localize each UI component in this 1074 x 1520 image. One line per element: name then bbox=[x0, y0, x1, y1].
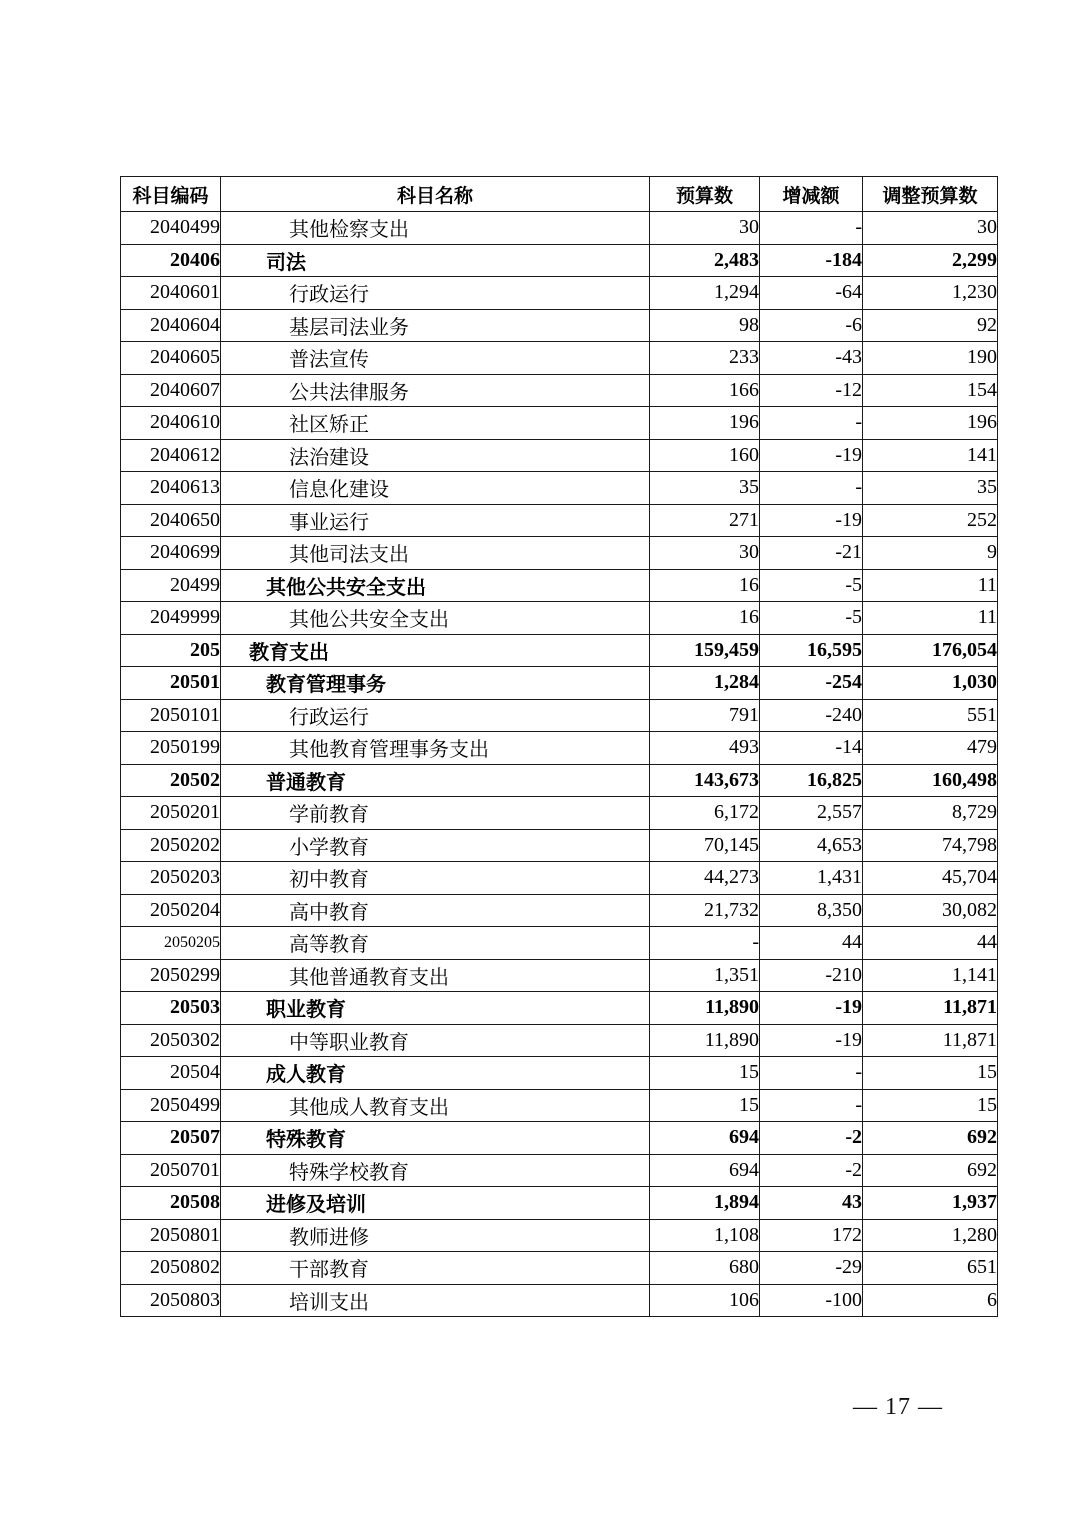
cell-change: -2 bbox=[760, 1122, 863, 1155]
cell-name: 教师进修 bbox=[221, 1219, 650, 1252]
cell-budget: 166 bbox=[650, 374, 760, 407]
cell-code: 2040650 bbox=[121, 504, 221, 537]
cell-adjusted: 196 bbox=[863, 407, 998, 440]
table-row bbox=[121, 927, 998, 960]
cell-name: 中等职业教育 bbox=[221, 1024, 650, 1057]
cell-budget: 271 bbox=[650, 504, 760, 537]
table-row bbox=[121, 439, 998, 472]
cell-name: 特殊学校教育 bbox=[221, 1154, 650, 1187]
cell-budget: 44,273 bbox=[650, 862, 760, 895]
cell-name: 学前教育 bbox=[221, 797, 650, 830]
cell-budget: 1,284 bbox=[650, 667, 760, 700]
cell-budget: 694 bbox=[650, 1154, 760, 1187]
cell-code: 20501 bbox=[121, 667, 221, 700]
column-header-adjusted: 调整预算数 bbox=[863, 177, 998, 212]
cell-name: 社区矫正 bbox=[221, 407, 650, 440]
cell-name: 特殊教育 bbox=[221, 1122, 650, 1155]
cell-code: 2050302 bbox=[121, 1024, 221, 1057]
cell-name: 普法宣传 bbox=[221, 342, 650, 375]
cell-change: 16,595 bbox=[760, 634, 863, 667]
cell-budget: 106 bbox=[650, 1284, 760, 1317]
cell-code: 2050802 bbox=[121, 1252, 221, 1285]
cell-change: -21 bbox=[760, 537, 863, 570]
cell-name: 行政运行 bbox=[221, 699, 650, 732]
cell-code: 2050199 bbox=[121, 732, 221, 765]
table-row bbox=[121, 212, 998, 245]
cell-budget: 11,890 bbox=[650, 1024, 760, 1057]
cell-change: -5 bbox=[760, 602, 863, 635]
cell-adjusted: 252 bbox=[863, 504, 998, 537]
table-row bbox=[121, 1057, 998, 1090]
cell-budget: 196 bbox=[650, 407, 760, 440]
table-row bbox=[121, 407, 998, 440]
cell-code: 20499 bbox=[121, 569, 221, 602]
cell-change: -6 bbox=[760, 309, 863, 342]
cell-change: -29 bbox=[760, 1252, 863, 1285]
cell-code: 2040699 bbox=[121, 537, 221, 570]
table-row bbox=[121, 732, 998, 765]
cell-adjusted: 11,871 bbox=[863, 1024, 998, 1057]
column-header-change: 增减额 bbox=[760, 177, 863, 212]
cell-change: -210 bbox=[760, 959, 863, 992]
cell-code: 2040605 bbox=[121, 342, 221, 375]
cell-code: 2050205 bbox=[121, 927, 221, 960]
cell-change: 4,653 bbox=[760, 829, 863, 862]
cell-change: -5 bbox=[760, 569, 863, 602]
cell-change: -19 bbox=[760, 992, 863, 1025]
table-row bbox=[121, 602, 998, 635]
cell-budget: 98 bbox=[650, 309, 760, 342]
cell-name: 职业教育 bbox=[221, 992, 650, 1025]
cell-adjusted: 651 bbox=[863, 1252, 998, 1285]
table-row bbox=[121, 537, 998, 570]
cell-change: -254 bbox=[760, 667, 863, 700]
cell-change: -12 bbox=[760, 374, 863, 407]
cell-code: 20508 bbox=[121, 1187, 221, 1220]
cell-name: 司法 bbox=[221, 244, 650, 277]
cell-code: 2040604 bbox=[121, 309, 221, 342]
cell-change: -184 bbox=[760, 244, 863, 277]
cell-change: 8,350 bbox=[760, 894, 863, 927]
cell-adjusted: 30,082 bbox=[863, 894, 998, 927]
cell-name: 干部教育 bbox=[221, 1252, 650, 1285]
cell-budget: 143,673 bbox=[650, 764, 760, 797]
cell-code: 2040607 bbox=[121, 374, 221, 407]
cell-name: 培训支出 bbox=[221, 1284, 650, 1317]
cell-code: 2050101 bbox=[121, 699, 221, 732]
cell-adjusted: 141 bbox=[863, 439, 998, 472]
column-header-budget: 预算数 bbox=[650, 177, 760, 212]
cell-change: - bbox=[760, 1089, 863, 1122]
cell-name: 教育支出 bbox=[221, 634, 650, 667]
cell-code: 20503 bbox=[121, 992, 221, 1025]
cell-adjusted: 11 bbox=[863, 569, 998, 602]
cell-change: 172 bbox=[760, 1219, 863, 1252]
cell-adjusted: 479 bbox=[863, 732, 998, 765]
cell-adjusted: 74,798 bbox=[863, 829, 998, 862]
cell-code: 2050299 bbox=[121, 959, 221, 992]
cell-budget: 35 bbox=[650, 472, 760, 505]
cell-adjusted: 692 bbox=[863, 1154, 998, 1187]
cell-budget: 493 bbox=[650, 732, 760, 765]
cell-name: 其他公共安全支出 bbox=[221, 602, 650, 635]
page-number: — 17 — bbox=[853, 1394, 943, 1420]
cell-change: -19 bbox=[760, 439, 863, 472]
cell-budget: 1,108 bbox=[650, 1219, 760, 1252]
cell-budget: 21,732 bbox=[650, 894, 760, 927]
cell-adjusted: 1,937 bbox=[863, 1187, 998, 1220]
cell-change: -64 bbox=[760, 277, 863, 310]
cell-budget: 70,145 bbox=[650, 829, 760, 862]
cell-adjusted: 160,498 bbox=[863, 764, 998, 797]
cell-budget: 791 bbox=[650, 699, 760, 732]
cell-adjusted: 176,054 bbox=[863, 634, 998, 667]
cell-adjusted: 551 bbox=[863, 699, 998, 732]
table-row bbox=[121, 1089, 998, 1122]
cell-name: 其他公共安全支出 bbox=[221, 569, 650, 602]
cell-code: 20502 bbox=[121, 764, 221, 797]
cell-change: -240 bbox=[760, 699, 863, 732]
cell-budget: 160 bbox=[650, 439, 760, 472]
table-body bbox=[121, 212, 998, 1317]
cell-adjusted: 692 bbox=[863, 1122, 998, 1155]
table-header bbox=[121, 177, 998, 212]
header-row bbox=[121, 177, 998, 212]
cell-budget: 30 bbox=[650, 537, 760, 570]
cell-budget: - bbox=[650, 927, 760, 960]
cell-adjusted: 44 bbox=[863, 927, 998, 960]
cell-code: 2050801 bbox=[121, 1219, 221, 1252]
cell-code: 2050803 bbox=[121, 1284, 221, 1317]
cell-change: 2,557 bbox=[760, 797, 863, 830]
cell-name: 初中教育 bbox=[221, 862, 650, 895]
cell-name: 其他检察支出 bbox=[221, 212, 650, 245]
cell-adjusted: 1,230 bbox=[863, 277, 998, 310]
cell-change: - bbox=[760, 1057, 863, 1090]
cell-code: 2040499 bbox=[121, 212, 221, 245]
cell-change: - bbox=[760, 472, 863, 505]
cell-adjusted: 30 bbox=[863, 212, 998, 245]
cell-name: 进修及培训 bbox=[221, 1187, 650, 1220]
cell-budget: 16 bbox=[650, 602, 760, 635]
cell-name: 小学教育 bbox=[221, 829, 650, 862]
cell-change: 44 bbox=[760, 927, 863, 960]
cell-budget: 15 bbox=[650, 1057, 760, 1090]
cell-adjusted: 92 bbox=[863, 309, 998, 342]
cell-code: 20507 bbox=[121, 1122, 221, 1155]
table-row bbox=[121, 342, 998, 375]
cell-change: - bbox=[760, 212, 863, 245]
cell-adjusted: 2,299 bbox=[863, 244, 998, 277]
cell-name: 成人教育 bbox=[221, 1057, 650, 1090]
cell-adjusted: 6 bbox=[863, 1284, 998, 1317]
table-row bbox=[121, 862, 998, 895]
table-row bbox=[121, 667, 998, 700]
cell-budget: 1,351 bbox=[650, 959, 760, 992]
cell-adjusted: 1,280 bbox=[863, 1219, 998, 1252]
cell-change: 1,431 bbox=[760, 862, 863, 895]
table-row bbox=[121, 992, 998, 1025]
cell-budget: 15 bbox=[650, 1089, 760, 1122]
cell-adjusted: 190 bbox=[863, 342, 998, 375]
cell-code: 2050203 bbox=[121, 862, 221, 895]
table-row bbox=[121, 569, 998, 602]
cell-name: 信息化建设 bbox=[221, 472, 650, 505]
cell-adjusted: 11 bbox=[863, 602, 998, 635]
column-header-code: 科目编码 bbox=[121, 177, 221, 212]
cell-change: -19 bbox=[760, 504, 863, 537]
cell-code: 2040601 bbox=[121, 277, 221, 310]
cell-name: 教育管理事务 bbox=[221, 667, 650, 700]
cell-code: 2050201 bbox=[121, 797, 221, 830]
cell-name: 其他成人教育支出 bbox=[221, 1089, 650, 1122]
cell-adjusted: 15 bbox=[863, 1089, 998, 1122]
cell-change: 43 bbox=[760, 1187, 863, 1220]
table-row bbox=[121, 1122, 998, 1155]
cell-budget: 233 bbox=[650, 342, 760, 375]
cell-change: -14 bbox=[760, 732, 863, 765]
table-row bbox=[121, 504, 998, 537]
cell-name: 高中教育 bbox=[221, 894, 650, 927]
cell-budget: 1,894 bbox=[650, 1187, 760, 1220]
cell-adjusted: 15 bbox=[863, 1057, 998, 1090]
cell-name: 普通教育 bbox=[221, 764, 650, 797]
table-row bbox=[121, 829, 998, 862]
table-row bbox=[121, 959, 998, 992]
cell-budget: 159,459 bbox=[650, 634, 760, 667]
cell-code: 20406 bbox=[121, 244, 221, 277]
cell-change: -43 bbox=[760, 342, 863, 375]
cell-adjusted: 45,704 bbox=[863, 862, 998, 895]
table-row bbox=[121, 1187, 998, 1220]
cell-name: 其他教育管理事务支出 bbox=[221, 732, 650, 765]
table-row bbox=[121, 1252, 998, 1285]
cell-change: -19 bbox=[760, 1024, 863, 1057]
table-row bbox=[121, 764, 998, 797]
cell-budget: 1,294 bbox=[650, 277, 760, 310]
cell-change: -2 bbox=[760, 1154, 863, 1187]
cell-adjusted: 154 bbox=[863, 374, 998, 407]
cell-change: - bbox=[760, 407, 863, 440]
cell-code: 2050202 bbox=[121, 829, 221, 862]
cell-code: 2040613 bbox=[121, 472, 221, 505]
cell-budget: 2,483 bbox=[650, 244, 760, 277]
cell-code: 2040612 bbox=[121, 439, 221, 472]
table-row bbox=[121, 277, 998, 310]
table-row bbox=[121, 1024, 998, 1057]
table-row bbox=[121, 1284, 998, 1317]
cell-code: 2049999 bbox=[121, 602, 221, 635]
cell-name: 其他普通教育支出 bbox=[221, 959, 650, 992]
table-row bbox=[121, 309, 998, 342]
column-header-name: 科目名称 bbox=[221, 177, 650, 212]
cell-adjusted: 1,141 bbox=[863, 959, 998, 992]
cell-name: 法治建设 bbox=[221, 439, 650, 472]
cell-adjusted: 35 bbox=[863, 472, 998, 505]
table-row bbox=[121, 894, 998, 927]
cell-code: 205 bbox=[121, 634, 221, 667]
cell-code: 2050499 bbox=[121, 1089, 221, 1122]
table-row bbox=[121, 699, 998, 732]
table-row bbox=[121, 1219, 998, 1252]
cell-name: 基层司法业务 bbox=[221, 309, 650, 342]
table-row bbox=[121, 374, 998, 407]
table-row bbox=[121, 1154, 998, 1187]
cell-name: 其他司法支出 bbox=[221, 537, 650, 570]
cell-adjusted: 1,030 bbox=[863, 667, 998, 700]
cell-code: 2040610 bbox=[121, 407, 221, 440]
cell-code: 20504 bbox=[121, 1057, 221, 1090]
cell-adjusted: 8,729 bbox=[863, 797, 998, 830]
cell-code: 2050701 bbox=[121, 1154, 221, 1187]
cell-change: -100 bbox=[760, 1284, 863, 1317]
cell-budget: 694 bbox=[650, 1122, 760, 1155]
cell-budget: 30 bbox=[650, 212, 760, 245]
cell-adjusted: 9 bbox=[863, 537, 998, 570]
cell-adjusted: 11,871 bbox=[863, 992, 998, 1025]
cell-name: 行政运行 bbox=[221, 277, 650, 310]
table-row bbox=[121, 634, 998, 667]
cell-name: 高等教育 bbox=[221, 927, 650, 960]
table-row bbox=[121, 797, 998, 830]
cell-budget: 16 bbox=[650, 569, 760, 602]
cell-name: 公共法律服务 bbox=[221, 374, 650, 407]
cell-budget: 6,172 bbox=[650, 797, 760, 830]
table-row bbox=[121, 244, 998, 277]
cell-name: 事业运行 bbox=[221, 504, 650, 537]
cell-code: 2050204 bbox=[121, 894, 221, 927]
budget-table bbox=[120, 176, 998, 1317]
cell-budget: 680 bbox=[650, 1252, 760, 1285]
cell-change: 16,825 bbox=[760, 764, 863, 797]
cell-budget: 11,890 bbox=[650, 992, 760, 1025]
table-row bbox=[121, 472, 998, 505]
